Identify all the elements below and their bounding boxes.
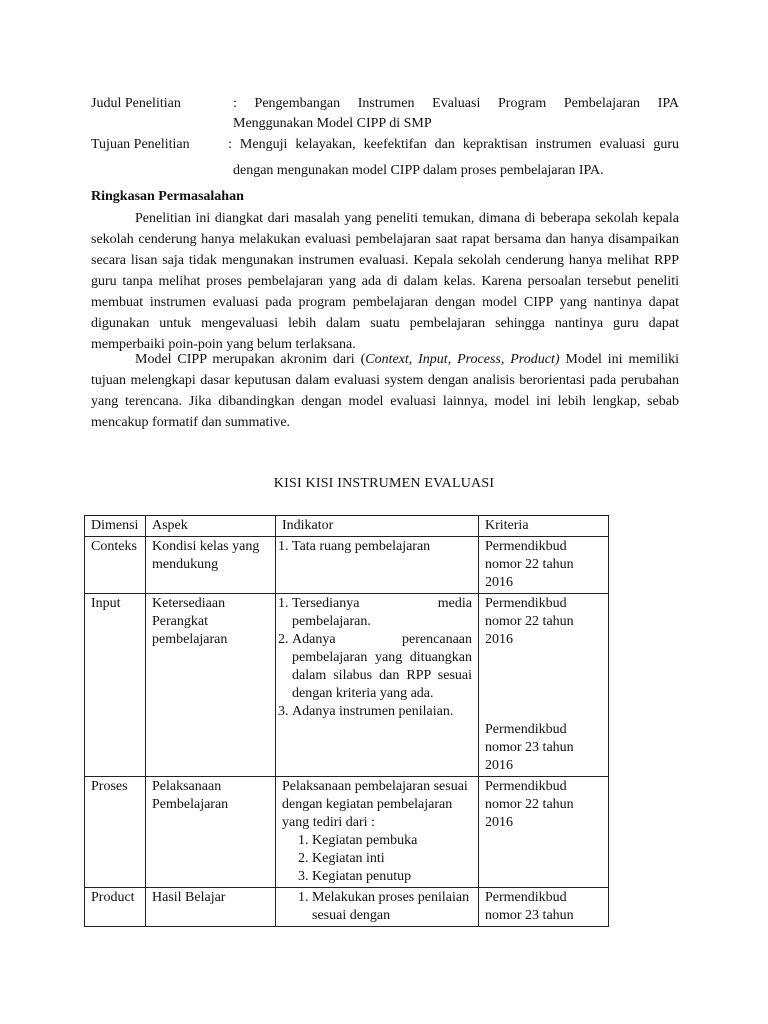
list-item: 3. Kegiatan penutup (312, 868, 472, 886)
cell-indikator (276, 537, 479, 594)
cell-aspek: Pelaksanaan Pembelajaran (146, 777, 276, 888)
table-header-row (85, 516, 609, 537)
cell-kriteria: Permendikbud nomor 23 tahun (479, 888, 609, 927)
indikator-list (276, 538, 472, 556)
indikator-list (282, 832, 472, 886)
indikator-list (282, 889, 472, 925)
paragraph-2-text-b: Model ini memiliki tujuan melengkapi dasar keputusan dalam evaluasi system dengan analisis berorientasi pada perubahan yang terencana. Jika dibandingkan dengan model evaluasi lainnya, model ini lebih lengkap, sebab mencakup formatif dan summative. (91, 352, 679, 430)
indikator-intro: Pelaksanaan pembelajaran sesuai dengan kegiatan pembelajaran yang tediri dari : (282, 779, 468, 830)
kriteria-item: Permendikbud nomor 22 tahun 2016 (485, 596, 574, 647)
tujuan-line-1: : Menguji kelayakan, keefektifan dan kepraktisan instrumen evaluasi guru (228, 137, 679, 152)
cell-dimensi: Conteks (85, 537, 146, 594)
list-item: 3. Adanya instrumen penilaian. (292, 703, 472, 721)
list-item: 1. Tata ruang pembelajaran (292, 538, 472, 556)
paragraph-2-italic: Context, Input, Process, Product) (365, 352, 560, 367)
cell-dimensi: Product (85, 888, 146, 927)
indikator-list (276, 595, 472, 721)
tujuan-line-2: dengan mengunakan model CIPP dalam proses pembelajaran IPA. (233, 163, 604, 178)
tujuan-value (228, 135, 679, 181)
header-kriteria: Kriteria (479, 516, 609, 537)
judul-line-1: : Pengembangan Instrumen Evaluasi Program Pembelajaran IPA (233, 96, 679, 111)
table-row (85, 594, 609, 777)
list-item: 1. Kegiatan pembuka (312, 832, 472, 850)
kisi-table (84, 515, 609, 927)
cell-aspek: Kondisi kelas yang mendukung (146, 537, 276, 594)
cell-kriteria: Permendikbud nomor 22 tahun 2016 (479, 777, 609, 888)
list-item: 1. Tersedianya media pembelajaran. (292, 595, 472, 631)
tujuan-label: Tujuan Penelitian (91, 137, 190, 152)
cell-indikator (276, 888, 479, 927)
list-item: 2. Kegiatan inti (312, 850, 472, 868)
table-title: KISI KISI INSTRUMEN EVALUASI (273, 476, 495, 491)
table-row (85, 537, 609, 594)
cell-aspek: Hasil Belajar (146, 888, 276, 927)
judul-label: Judul Penelitian (91, 96, 181, 111)
list-item: 1. Melakukan proses penilaian sesuai dengan (312, 889, 472, 925)
kriteria-item: Permendikbud nomor 23 tahun 2016 (485, 722, 574, 773)
header-aspek: Aspek (146, 516, 276, 537)
cell-indikator (276, 777, 479, 888)
header-dimensi: Dimensi (85, 516, 146, 537)
cell-dimensi: Proses (85, 777, 146, 888)
paragraph-1: Penelitian ini diangkat dari masalah yang peneliti temukan, dimana di beberapa sekolah kepala sekolah cenderung hanya melakukan evaluasi pembelajaran saat rapat bersama dan hanya disampaikan secara lisan saja tidak mengunakan instrumen evaluasi. Kepala sekolah cenderung hanya melihat RPP guru tanpa melihat proses pembelajaran yang ada di dalam kelas. Karena persoalan tersebut peneliti membuat instrumen evaluasi pada program pembelajaran dengan model CIPP yang nantinya dapat digunakan untuk mengevaluasi lebih dalam suatu pembelajaran sehingga nantinya guru dapat memperbaiki poin-poin yang belum terlaksana. (91, 211, 679, 352)
paragraph-2-text-a: Model CIPP merupakan akronim dari ( (135, 352, 366, 367)
header-indikator: Indikator (276, 516, 479, 537)
list-item: 2. Adanya perencanaan pembelajaran yang dituangkan dalam silabus dan RPP sesuai dengan kriteria yang ada. (292, 631, 472, 703)
paragraph-2 (91, 349, 679, 433)
table-row (85, 777, 609, 888)
kriteria-spacer (485, 649, 602, 721)
cell-indikator (276, 594, 479, 777)
cell-kriteria (479, 594, 609, 777)
cell-aspek: Ketersediaan Perangkat pembelajaran (146, 594, 276, 777)
cell-kriteria: Permendikbud nomor 22 tahun 2016 (479, 537, 609, 594)
judul-line-2: Menggunakan Model CIPP di SMP (233, 116, 432, 131)
section-heading: Ringkasan Permasalahan (91, 189, 244, 204)
cell-dimensi: Input (85, 594, 146, 777)
table-row (85, 888, 609, 927)
judul-value (233, 94, 679, 134)
